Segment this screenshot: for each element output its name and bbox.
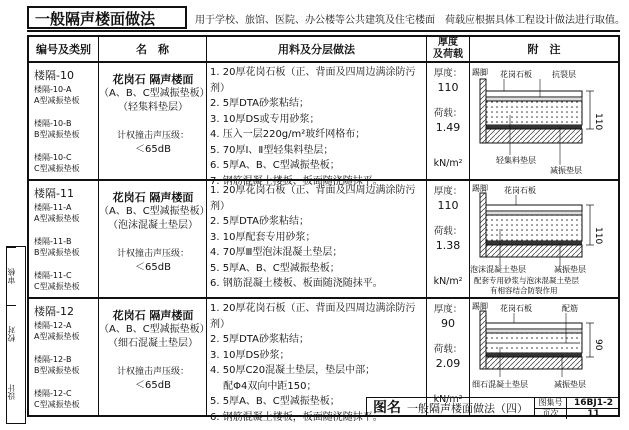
figure-name	[366, 397, 534, 417]
layer-item: 1. 20厚花岗石板（正、背面及四周边满涂防污剂）	[210, 303, 416, 330]
section-detail-1	[470, 65, 616, 177]
approval-sidebar	[6, 246, 26, 424]
name-sub: （A、B、C型减振垫板）	[99, 88, 210, 99]
load-label: 荷载：	[433, 344, 463, 355]
row-code: 楼隔-10	[34, 69, 74, 82]
section-drawing	[470, 301, 616, 391]
name-sub: （A、B、C型减振垫板）	[99, 324, 210, 335]
layer-item: 1. 20厚花岗石板（正、背面及四周边满涂防污剂）	[210, 67, 416, 94]
col-header-code: 编号及类别	[29, 37, 99, 61]
title-block	[366, 397, 620, 417]
load-value: 1.49	[435, 121, 461, 134]
sound-value: ＜65dB	[135, 262, 171, 273]
fig-label: 踢脚	[472, 68, 488, 77]
layer-item: 3. 10厚DS砂浆；	[210, 349, 290, 361]
load-label: 荷载：	[433, 226, 463, 237]
sound-label: 计权撞击声压级：	[116, 367, 189, 377]
fig-label: 配套专用砂浆与泡沫混凝土垫层	[474, 276, 579, 285]
sidebar-design: 设计	[7, 384, 16, 400]
fig-label: 细石混凝土垫层	[472, 380, 528, 389]
row-sub-code: 楼隔-12-C	[34, 389, 72, 398]
load-label: 荷载：	[433, 108, 463, 119]
row-sub-type: A型减振垫板	[34, 214, 80, 223]
name-sub2: （轻集料垫层）	[118, 102, 188, 113]
thickness-load	[427, 303, 469, 407]
layer-item: 5. 5厚A、B、C型减振垫板；	[210, 396, 340, 407]
row-sub-type: B型减振垫板	[34, 366, 80, 375]
row-sub-code: 楼隔-12-B	[34, 355, 72, 364]
row-sub-type: A型减振垫板	[34, 332, 80, 341]
layer-item: 配Φ4双向中距150；	[210, 380, 317, 392]
row-name	[99, 191, 210, 275]
layer-item: 2. 5厚DTA砂浆粘结；	[210, 216, 309, 227]
fig-label: 花岗石板	[500, 304, 532, 313]
page-label: 页次	[535, 409, 567, 419]
thickness-label: 厚度：	[433, 68, 463, 79]
name-sub: （A、B、C型减振垫板）	[99, 206, 210, 217]
row-sub-type: B型减振垫板	[34, 248, 80, 257]
section-drawing	[470, 65, 616, 177]
layer-list	[207, 65, 430, 189]
fig-dim: 110	[593, 227, 603, 245]
atlas-label: 图集号	[535, 398, 567, 408]
fig-label: 减振垫层	[554, 265, 586, 274]
table-row	[29, 63, 618, 187]
name-sub2: （细石混凝土垫层）	[108, 338, 198, 349]
row-sub-code: 楼隔-11-B	[34, 237, 72, 246]
fig-label: 抗裂层	[552, 70, 576, 79]
col-header-notes: 附 注	[527, 43, 561, 56]
row-sub-type: A型减振垫板	[34, 96, 80, 105]
thickness-label: 厚度：	[433, 304, 463, 315]
sidebar-check: 校对	[7, 305, 16, 363]
layer-item: 4. 50厚C20混凝土垫层，垫层中部；	[210, 365, 376, 376]
load-value: 1.38	[435, 239, 461, 252]
row-sub-code: 楼隔-11-C	[34, 271, 72, 280]
fig-label: 花岗石板	[504, 186, 536, 195]
section-detail-2	[470, 183, 616, 295]
row-name	[99, 73, 210, 157]
table-row	[29, 181, 618, 297]
sound-value: ＜65dB	[135, 380, 171, 391]
fig-dim: 90	[593, 339, 603, 351]
name-main: 花岗石 隔声楼面	[112, 309, 194, 322]
row-name	[99, 309, 210, 393]
layer-item: 7. 钢筋混凝土楼板、板面随浇随抹平。	[210, 175, 383, 187]
thickness-label: 厚度：	[433, 186, 463, 197]
page-title: 一般隔声楼面做法	[27, 6, 187, 29]
fig-label: 减振垫层	[554, 380, 586, 389]
figure-prefix: 图名	[373, 400, 401, 416]
layer-item: 6. 5厚A、B、C型减振垫板；	[210, 160, 340, 171]
row-sub-type: C型减振垫板	[34, 400, 80, 409]
row-sub-code: 楼隔-10-A	[34, 85, 72, 94]
sound-label: 计权撞击声压级：	[116, 131, 189, 141]
name-main: 花岗石 隔声楼面	[112, 73, 194, 86]
thickness-value: 110	[437, 199, 459, 212]
page-value: 11	[587, 409, 600, 419]
fig-label: 减振垫层	[550, 166, 582, 175]
layer-list	[207, 183, 430, 292]
row-code: 楼隔-12	[34, 305, 74, 318]
spec-table	[27, 35, 620, 423]
row-sub-type: B型减振垫板	[34, 130, 80, 139]
layer-item: 3. 10厚配套专用砂浆；	[210, 231, 316, 243]
fig-label: 配筋	[562, 304, 578, 313]
atlas-info	[534, 397, 620, 417]
col-header-layers: 用料及分层做法	[207, 37, 427, 61]
sound-value: ＜65dB	[135, 144, 171, 155]
name-main: 花岗石 隔声楼面	[112, 191, 194, 204]
thickness-value: 110	[437, 81, 459, 94]
layer-item: 2. 5厚DTA砂浆粘结；	[210, 98, 309, 109]
fig-label: 踢脚	[472, 184, 488, 193]
col-header-thickness: 厚度 及荷载	[427, 37, 470, 61]
section-detail-3	[470, 301, 616, 391]
row-sub-code: 楼隔-10-C	[34, 153, 72, 162]
fig-label: 踢脚	[472, 302, 488, 311]
layer-item: 5. 5厚A、B、C型减振垫板；	[210, 262, 340, 274]
fig-label: 有相容结合防裂作用	[490, 286, 558, 295]
sidebar-review: 审核	[7, 247, 16, 305]
row-sub-type: C型减振垫板	[34, 164, 80, 173]
load-value: 2.09	[435, 357, 461, 370]
load-unit: kN/m²	[433, 276, 463, 287]
row-code: 楼隔-11	[34, 187, 74, 200]
load-unit: kN/m²	[433, 158, 463, 169]
layer-item: 6. 钢筋混凝土楼板、板面随浇随抹平。	[210, 278, 383, 289]
col-header-name: 名 称	[99, 37, 207, 61]
row-sub-type: C型减振垫板	[34, 282, 80, 291]
thickness-load	[427, 185, 469, 289]
layer-item: 4. 压入一层220g/m²玻纤网格布；	[210, 129, 366, 140]
atlas-value: 16BJ1-2	[574, 398, 613, 408]
row-sub-code: 楼隔-11-A	[34, 203, 72, 212]
name-sub2: （泡沫混凝土垫层）	[108, 220, 198, 231]
row-sub-code: 楼隔-10-B	[34, 119, 72, 128]
page-subtitle: 用于学校、旅馆、医院、办公楼等公共建筑及住宅楼面 荷载应根据具体工程设计做法进行取值。	[195, 15, 625, 26]
layer-item: 6. 钢筋混凝土楼板，板面随浇随抹平。	[210, 411, 383, 423]
fig-label: 泡沫混凝土垫层	[470, 265, 526, 274]
thickness-value: 90	[441, 317, 455, 330]
fig-dim: 110	[593, 113, 603, 131]
layer-item: 5. 70厚Ⅰ、Ⅱ型轻集料垫层；	[210, 144, 334, 156]
layer-item: 1. 20厚花岗石板（正、背面及四周边满涂防污剂）	[210, 185, 416, 212]
title-bar	[27, 6, 625, 32]
fig-label: 轻集料垫层	[496, 156, 536, 165]
sound-label: 计权撞击声压级：	[116, 249, 189, 259]
section-drawing	[470, 183, 616, 295]
figure-title: 一般隔声楼面做法（四）	[407, 402, 528, 415]
load-unit: kN/m²	[433, 394, 463, 405]
fig-label: 花岗石板	[500, 70, 532, 79]
thickness-load	[427, 67, 469, 171]
row-sub-code: 楼隔-12-A	[34, 321, 72, 330]
layer-item: 3. 10厚DS或专用砂浆；	[210, 113, 320, 125]
layer-item: 2. 5厚DTA砂浆粘结；	[210, 334, 309, 345]
layer-item: 4. 70厚Ⅲ型泡沫混凝土垫层；	[210, 247, 343, 258]
